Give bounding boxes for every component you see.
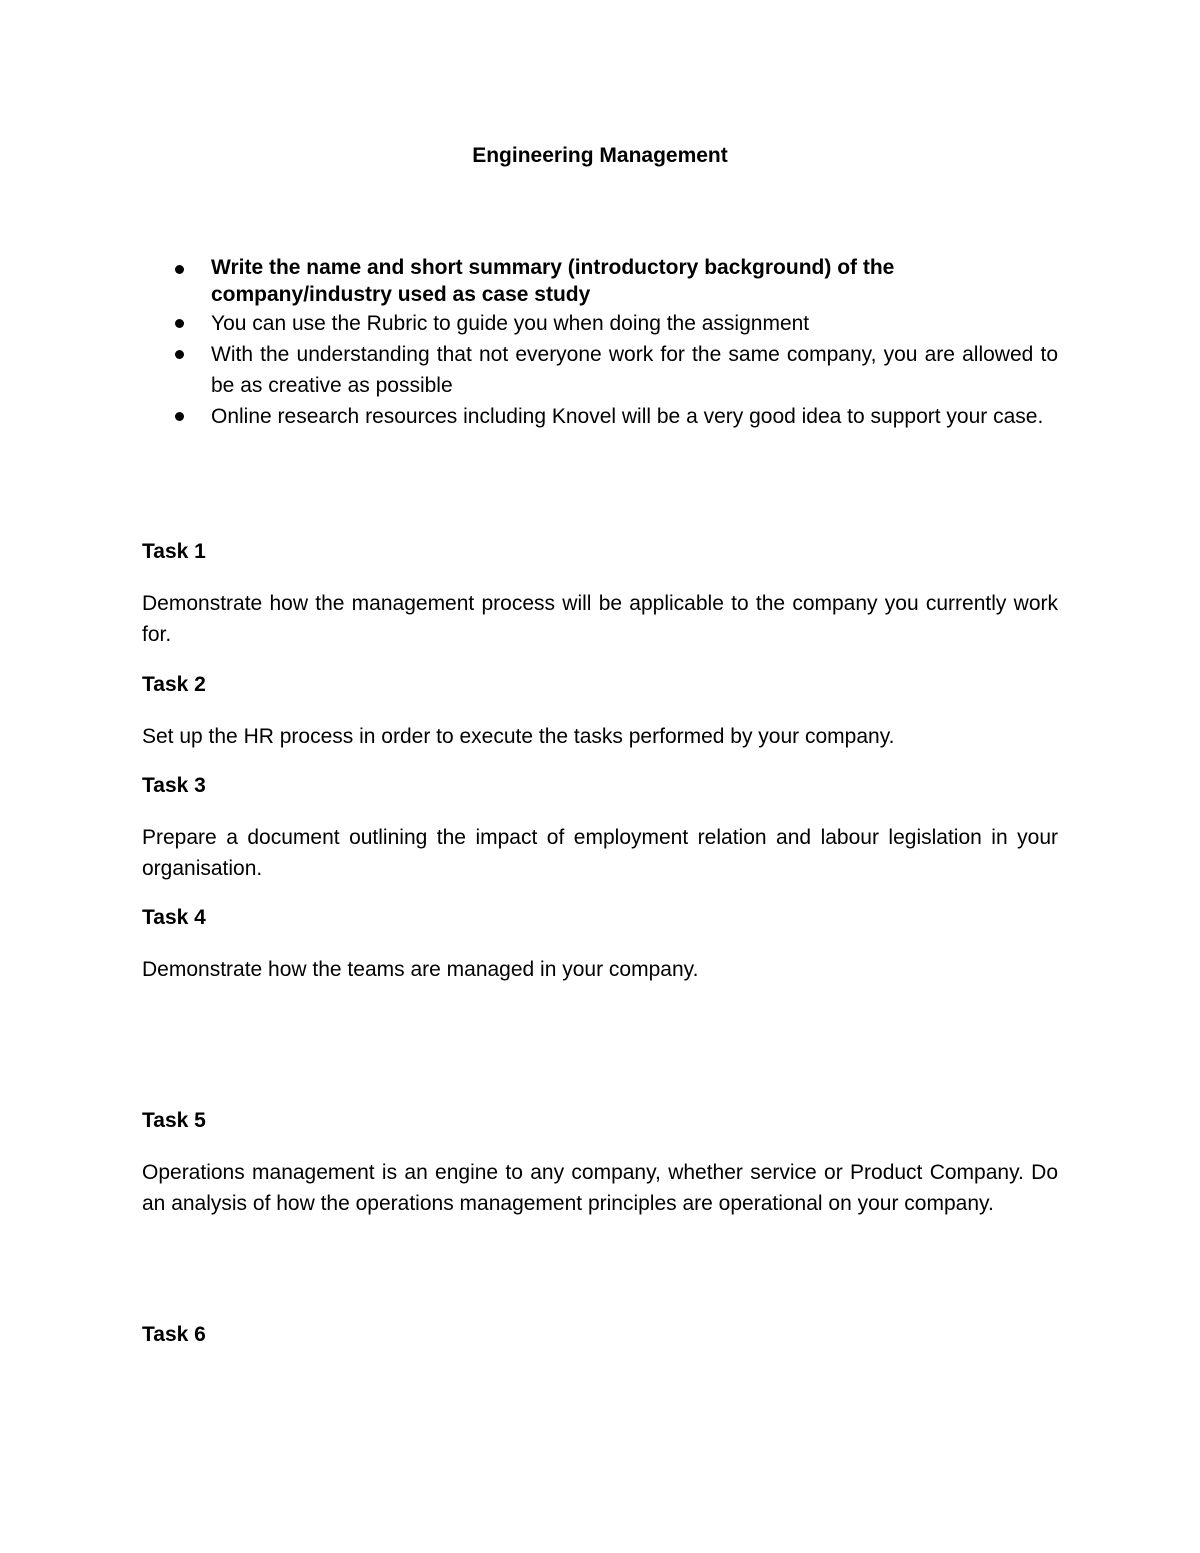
task-2-text: Set up the HR process in order to execute the tasks performed by your company. [142, 725, 895, 748]
instruction-text: You can use the Rubric to guide you when doing the assignment [211, 312, 810, 335]
task-3-text: Prepare a document outlining the impact of employment relation and labour legislation in your organisation. [142, 826, 1058, 880]
bullet-icon [175, 319, 184, 328]
instruction-item [142, 254, 1058, 308]
instruction-item [142, 401, 1058, 432]
task-3-heading: Task 3 [142, 774, 206, 797]
task-5-text: Operations management is an engine to any company, whether service or Product Company. Do an analysis of how the operations management principles are operational on your company. [142, 1161, 1058, 1215]
task-5-heading: Task 5 [142, 1109, 206, 1132]
task-2-heading: Task 2 [142, 673, 206, 696]
task-4-heading: Task 4 [142, 906, 206, 929]
instruction-text: Online research resources including Knovel will be a very good idea to support your case. [211, 405, 1044, 428]
document-title: Engineering Management [472, 144, 728, 167]
bullet-icon [175, 350, 184, 359]
instructions-list [142, 254, 1058, 432]
task-6-heading: Task 6 [142, 1323, 206, 1346]
instruction-item [142, 308, 1058, 339]
task-4-text: Demonstrate how the teams are managed in your company. [142, 958, 699, 981]
task-1-heading: Task 1 [142, 540, 206, 563]
instruction-item [142, 339, 1058, 401]
task-1-text: Demonstrate how the management process will be applicable to the company you currently work for. [142, 592, 1058, 646]
instruction-text: Write the name and short summary (introductory background) of the company/industry used as case study [211, 256, 895, 306]
instruction-text: With the understanding that not everyone work for the same company, you are allowed to be as creative as possible [211, 343, 1058, 397]
bullet-icon [175, 265, 184, 274]
bullet-icon [175, 412, 184, 421]
